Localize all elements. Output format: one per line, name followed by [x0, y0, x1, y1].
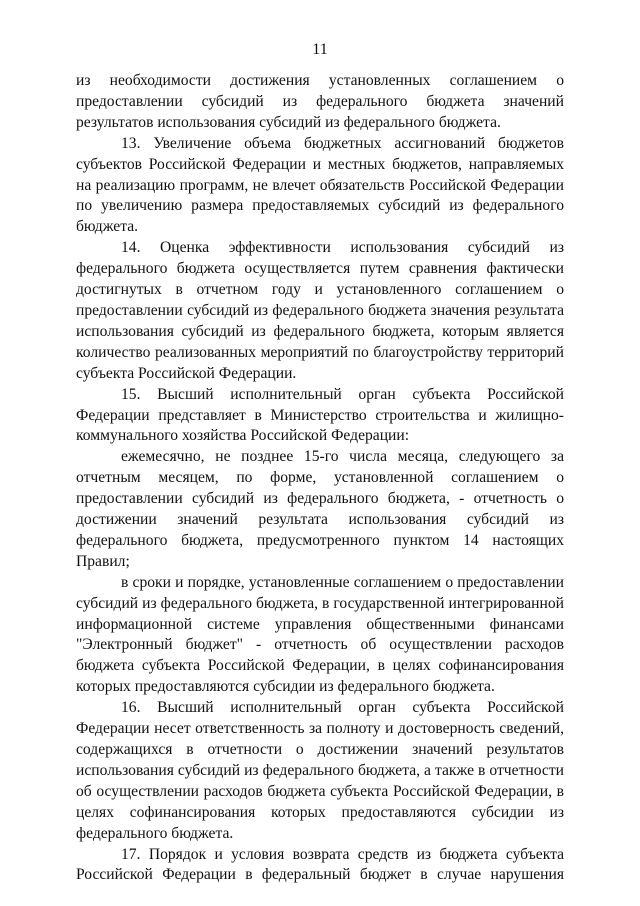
- paragraph-continuation: из необходимости достижения установленных соглашением о предоставлении субсидий из федерального бюджета значений результатов использования субсидий из федерального бюджета.: [76, 72, 564, 131]
- page-number: 11: [312, 41, 328, 58]
- paragraph-15: 15. Высший исполнительный орган субъекта Российской Федерации представляет в Министерство строительства и жилищно-коммунального хозяйства Российской Федерации:: [76, 385, 564, 445]
- document-body: [76, 71, 564, 886]
- paragraph-15-monthly: ежемесячно, не позднее 15-го числа месяца, следующего за отчетным месяцем, по форме, установленной соглашением о предоставлении субсидий из федерального бюджета, - отчетность о достижении значений результата использования субсидий из федерального бюджета, предусмотренного пунктом 14 настоящих Правил;: [76, 448, 564, 570]
- paragraph-17: 17. Порядок и условия возврата средств из бюджета субъекта Российской Федерации в федеральный бюджет в случае нарушения: [76, 845, 564, 884]
- paragraph-13: 13. Увеличение объема бюджетных ассигнований бюджетов субъектов Российской Федерации и местных бюджетов, направляемых на реализацию программ, не влечет обязательств Российской Федерации по увеличению размера предоставляемых субсидий из федерального бюджета.: [76, 134, 564, 236]
- paragraph-16: 16. Высший исполнительный орган субъекта Российской Федерации несет ответственность за полноту и достоверность сведений, содержащихся в отчетности о достижении значений результатов использования субсидий из федерального бюджета, а также в отчетности об осуществлении расходов бюджета субъекта Российской Федерации, в целях софинансирования которых предоставляются субсидии из федерального бюджета.: [76, 699, 564, 842]
- paragraph-14: 14. Оценка эффективности использования субсидий из федерального бюджета осуществляется путем сравнения фактически достигнутых в отчетном году и установленного соглашением о предоставлении субсидий из федерального бюджета значения результата использования субсидий из федерального бюджета, которым является количество реализованных мероприятий по благоустройству территорий субъекта Российской Федерации.: [76, 239, 564, 382]
- paragraph-15-deadlines: в сроки и порядке, установленные соглашением о предоставлении субсидий из федерального бюджета, в государственной интегрированной информационной системе управления общественными финансами "Электронный бюджет" - отчетность об осуществлении расходов бюджета субъекта Российской Федерации, в целях софинансирования которых предоставляются субсидии из федерального бюджета.: [76, 573, 564, 696]
